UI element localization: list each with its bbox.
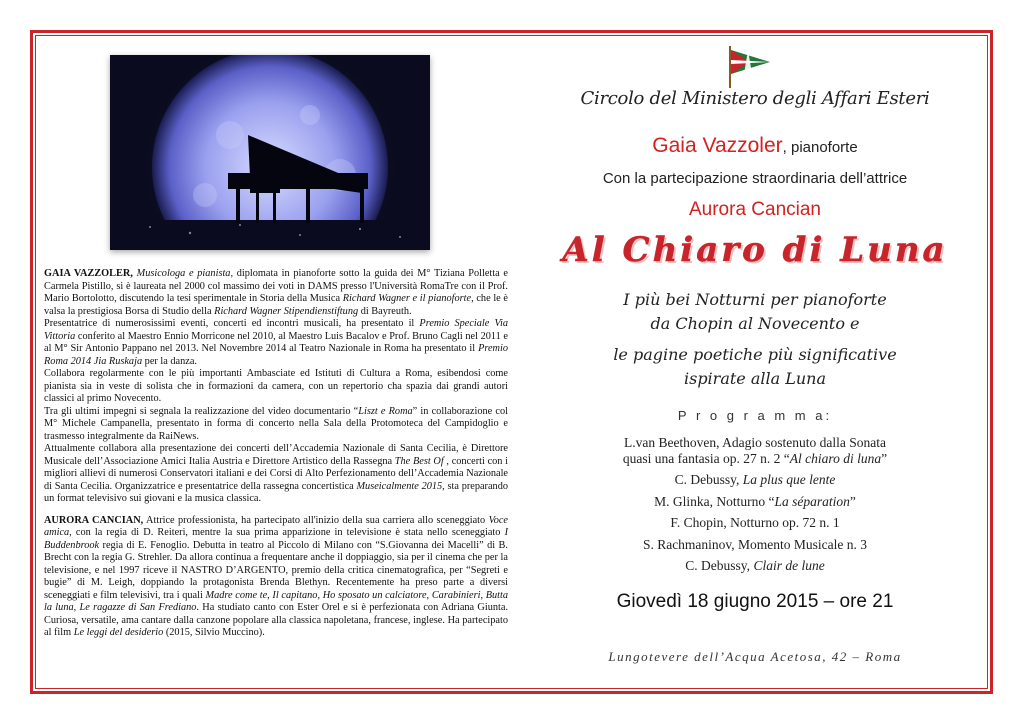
bio-text: Presentatrice di numerosissimi eventi, concerti ed incontri musicali, ha presentato il bbox=[44, 318, 420, 329]
program-item-4 bbox=[560, 515, 950, 531]
participation-text: Con la partecipazione straordinaria dell’attrice bbox=[602, 170, 908, 187]
bio-text: Musicologa e pianista, bbox=[136, 268, 234, 279]
subtitle-line-2: da Chopin al Novecento e bbox=[650, 314, 860, 333]
bio-text: Le ragazze di San Frediano bbox=[79, 602, 197, 613]
bio-text: Voce amica bbox=[44, 514, 508, 538]
bio-text: , sta preparando un format televisivo sui giovani e la musica classica. bbox=[44, 480, 509, 504]
event-address: Lungotevere dell’Acqua Acetosa, 42 – Roma bbox=[608, 649, 902, 664]
bio-gaia-presenter bbox=[44, 318, 508, 368]
pennant-flag-icon bbox=[724, 44, 772, 90]
bio-text: Richard Wagner Stipendienstiftung bbox=[214, 305, 359, 317]
moon-piano-silhouette-image bbox=[110, 55, 430, 250]
program-item-text: ” bbox=[849, 494, 856, 509]
bio-text: ” in collaborazione col M° Michele Campanella, presentato in forma di concerto nella Sala della Protomoteca del Campidoglio e trasmesso integralmente da RaiNews. bbox=[44, 405, 508, 442]
bio-text: , che le è valsa la prestigiosa Borsa di Studio della bbox=[44, 293, 508, 317]
performer-role: , pianoforte bbox=[782, 139, 858, 156]
bio-aurora bbox=[44, 515, 508, 640]
moon-piano-photo bbox=[110, 55, 430, 250]
subtitle-line-3: le pagine poetiche più significative bbox=[613, 345, 897, 364]
bio-text: Tra gli ultimi impegni si segnala la realizzazione del video documentario “ bbox=[44, 405, 359, 417]
program-item-1 bbox=[560, 435, 950, 467]
bio-aurora-name: AURORA CANCIAN, bbox=[44, 514, 144, 526]
program-item-text: F. Chopin, Notturno op. 72 n. 1 bbox=[670, 515, 840, 530]
program-item-text: L.van Beethoven, Adagio sostenuto dalla Sonata bbox=[623, 435, 887, 450]
bio-text: Le leggi del desiderio bbox=[73, 627, 164, 638]
event-title: Al Chiaro di Luna bbox=[562, 230, 948, 270]
bio-text: Carabinieri bbox=[431, 589, 481, 601]
bio-text: , bbox=[480, 589, 486, 601]
bio-text: , bbox=[267, 589, 273, 601]
bio-text: , con la regia di D. Reiteri, mentre la sua prima apparizione in televisione è stata nello sceneggiato bbox=[69, 527, 505, 538]
subtitle-line-1: I più bei Notturni per pianoforte bbox=[623, 290, 887, 309]
bio-text: Il capitano bbox=[272, 589, 318, 601]
event-date: Giovedì 18 giugno 2015 – ore 21 bbox=[616, 591, 894, 612]
performer-name: Gaia Vazzoler bbox=[652, 134, 783, 157]
bio-text: Liszt e Roma bbox=[358, 405, 413, 417]
bio-text: . Ha studiato canto con Ester Orel e si è perfezionata con Adriana Giunta. Curiosa, versatile, ama cantare dalla canzone popolare alla classica napoletana, francese, inglese. Ha partecipato al film bbox=[44, 602, 509, 638]
bio-text: Attrice professionista, ha partecipato all'inizio della sua carriera allo sceneggiato bbox=[143, 514, 489, 526]
organization-name: Circolo del Ministero degli Affari Esteri bbox=[580, 88, 930, 109]
program-item-text: C. Debussy, bbox=[674, 472, 743, 487]
paragraph-gap bbox=[44, 506, 508, 515]
program-item-text: Clair de lune bbox=[753, 558, 825, 573]
bio-text: di Bayreuth. bbox=[358, 305, 412, 317]
program-item-3 bbox=[560, 494, 950, 510]
bio-gaia-recent bbox=[44, 406, 508, 444]
bio-gaia-name: GAIA VAZZOLER, bbox=[44, 268, 133, 279]
bio-text: The Best Of bbox=[394, 455, 444, 467]
bio-text: conferito al Maestro Ennio Morricone nel 2010, al Maestro Luis Bacalov e Prof. Bruno Cagli nel 2011 e al M° Sir Antonio Pappano nel 2013. Nel Novembre 2014 al Teatro Nazionale in Roma ha presentato il bbox=[44, 330, 508, 354]
bio-text: , concerti con i migliori allievi di numerosi Conservatori italiani e dei Corsi di Alto Perfezionamento dell’Accademia Nazionale di Santa Cecilia. Organizzatrice e presentatrice della rassegna concertistica bbox=[44, 455, 509, 492]
bio-gaia-current bbox=[44, 443, 508, 506]
program-item-text bbox=[560, 451, 950, 467]
program-item-text: Al chiaro di luna bbox=[789, 451, 882, 466]
biography-text bbox=[44, 268, 508, 640]
bio-text: per la danza. bbox=[142, 355, 197, 367]
program-item-text: M. Glinka, Notturno “ bbox=[654, 494, 775, 509]
bio-text: , bbox=[426, 589, 432, 601]
performer-line bbox=[560, 134, 950, 158]
program-item-2 bbox=[560, 472, 950, 488]
program-item-text: La plus que lente bbox=[742, 472, 836, 487]
program-item-text: ” bbox=[881, 451, 888, 466]
bio-text: Madre come te bbox=[205, 589, 268, 601]
bio-text: Premio Roma 2014 Jia Ruskaja bbox=[44, 343, 508, 367]
program-item-text: La séparation bbox=[774, 494, 850, 509]
bio-text: Premio Speciale Via Vittoria bbox=[44, 318, 509, 342]
bio-text: , bbox=[317, 589, 323, 601]
bio-gaia-collaboration bbox=[44, 368, 508, 406]
bio-text: I Buddenbrook bbox=[44, 527, 508, 551]
subtitle-line-4: ispirate alla Luna bbox=[683, 369, 827, 388]
bio-text: Attualmente collabora alla presentazione dei concerti dell’Accademia Nazionale di Santa Cecilia, è Direttore Musicale dell’Associazione Amici Italia Austria e Direttore Artistico della Rassegna bbox=[44, 443, 508, 467]
bio-gaia bbox=[44, 268, 508, 318]
program-item-text: C. Debussy, bbox=[685, 558, 754, 573]
bio-text: , bbox=[73, 602, 80, 613]
program-item-text: quasi una fantasia op. 27 n. 2 “ bbox=[622, 451, 790, 466]
guest-name: Aurora Cancian bbox=[688, 199, 822, 220]
program-item-6 bbox=[560, 558, 950, 574]
bio-text: Butta la luna bbox=[44, 589, 509, 613]
bio-text: Museicalmente 2015 bbox=[356, 480, 443, 492]
program-item-5 bbox=[560, 537, 950, 553]
bio-text: Richard Wagner e il pianoforte bbox=[342, 293, 472, 304]
program-item-text: S. Rachmaninov, Momento Musicale n. 3 bbox=[642, 537, 868, 552]
bio-text: (2015, Silvio Muccino). bbox=[163, 627, 265, 638]
program-heading: P r o g r a m m a: bbox=[677, 408, 833, 423]
bio-text: Ho sposato un calciatore bbox=[322, 589, 427, 601]
bio-text: regia di E. Fenoglio. Debutta in teatro al Piccolo di Milano con “S.Giovanna dei Macelli” di B. Brecht con la regia G. Strehler. Da allora continua a frequentare anche il doppiaggio, sia per il cinema che per la televisione, e nel 1997 riceve il NASTRO D’ARGENTO, premio della critica cinematografica, per “Segreti e bugie” di M. Leigh, doppiando la protagonista Brenda Blethyn. Recentemente ha preso parte a diversi sceneggiati e film televisivi, tra i quali bbox=[44, 539, 508, 601]
bio-text: Collabora regolarmente con le più importanti Ambasciate ed Istituti di Cultura a Roma, esibendosi come pianista sia in veste di solista che in formazioni da camera, con un repertorio cha spazia dai grandi autori classici al primo Novecento. bbox=[44, 368, 508, 404]
bio-text: diplomata in pianoforte sotto la guida dei M° Tiziana Polletta e Carmela Pistillo, si è laureata nel 2000 col massimo dei voti in DAMS presso l'Università RomaTre con il Prof. Mario Bortolotto, discutendo la tesi sperimentale in Storia della Musica bbox=[44, 268, 509, 304]
